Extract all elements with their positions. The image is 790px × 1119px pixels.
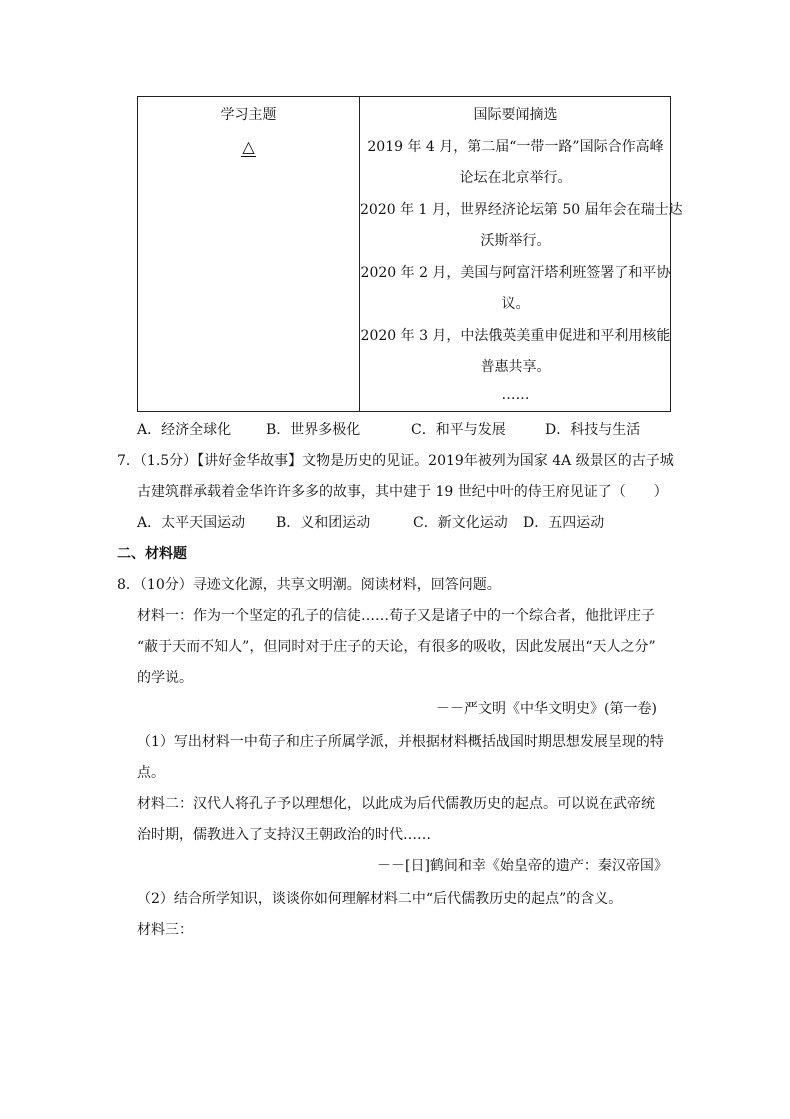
table-left-column [138, 97, 359, 411]
q8-material-1-line: “蔽于天而不知人”，但同时对于庄子的天论，有很多的吸收，因此发展出“天人之分” [137, 639, 656, 655]
news-line: 论坛在北京举行。 [459, 170, 572, 186]
news-line: 2019 年 4 月，第二届“一带一路”国际合作高峰 [367, 139, 664, 155]
blank-mark [138, 137, 359, 157]
blank-triangle-icon: △ [242, 137, 255, 156]
news-line: 普惠共享。 [480, 359, 551, 375]
news-line: 2020 年 3 月，中法俄英美重申促进和平利用核能 [360, 328, 671, 344]
question-table [137, 96, 683, 412]
table-right-column [360, 97, 683, 411]
q7-option-d: D．五四运动 [523, 515, 605, 531]
q7-option-c: C．新文化运动 [413, 515, 508, 531]
news-line: 2020 年 1 月，世界经济论坛第 50 届年会在瑞士达 [360, 202, 683, 218]
q8-material-2-source: －－[日]鹤间和幸《始皇帝的遗产：秦汉帝国》 [377, 858, 668, 874]
q7-line-1: 7．（1.5分）【讲好金华故事】文物是历史的见证。2019年被列为国家 4A 级景区的古子城 [117, 453, 674, 469]
q8-material-2-line: 治时期，儒教进入了支持汉王朝政治的时代…… [137, 827, 431, 843]
q6-option-a: A．经济全球化 [137, 422, 232, 438]
q7-option-b: B．义和团运动 [276, 515, 371, 531]
right-header: 国际要闻摘选 [473, 107, 558, 123]
news-line: 2020 年 2 月，美国与阿富汗塔利班签署了和平协 [360, 265, 671, 281]
news-line: 沃斯举行。 [480, 233, 551, 249]
q6-option-d: D．科技与生活 [545, 422, 641, 438]
left-header: 学习主题 [220, 107, 277, 123]
q8-subquestion-2: （2）结合所学知识，谈谈你如何理解材料二中“后代儒教历史的起点”的含义。 [137, 891, 623, 907]
news-line: 议。 [501, 296, 530, 312]
section-title: 二、材料题 [117, 546, 187, 562]
q8-head: 8．（10分）寻迹文化源，共享文明潮。阅读材料，回答问题。 [117, 577, 501, 593]
q8-material-1-line: 的学说。 [137, 670, 193, 686]
q7-line-2: 古建筑群承载着金华许许多多的故事，其中建于 19 世纪中叶的侍王府见证了（ ） [137, 484, 668, 500]
q6-option-c: C．和平与发展 [411, 422, 506, 438]
news-ellipsis: …… [501, 387, 530, 403]
q7-option-a: A．太平天国运动 [137, 515, 246, 531]
q8-material-1-line: 材料一：作为一个坚定的孔子的信徒……荀子又是诸子中的一个综合者，他批评庄子 [137, 608, 655, 624]
q8-subquestion-1-line: （1）写出材料一中荀子和庄子所属学派，并根据材料概括战国时期思想发展呈现的特 [137, 734, 664, 750]
q8-material-2-line: 材料二：汉代人将孔子予以理想化，以此成为后代儒教历史的起点。可以说在武帝统 [137, 796, 655, 812]
q6-option-b: B．世界多极化 [266, 422, 361, 438]
q8-material-3-label: 材料三： [137, 922, 193, 938]
q8-material-1-source: －－严文明《中华文明史》(第一卷) [436, 701, 657, 717]
q8-subquestion-1-line: 点。 [137, 765, 165, 781]
